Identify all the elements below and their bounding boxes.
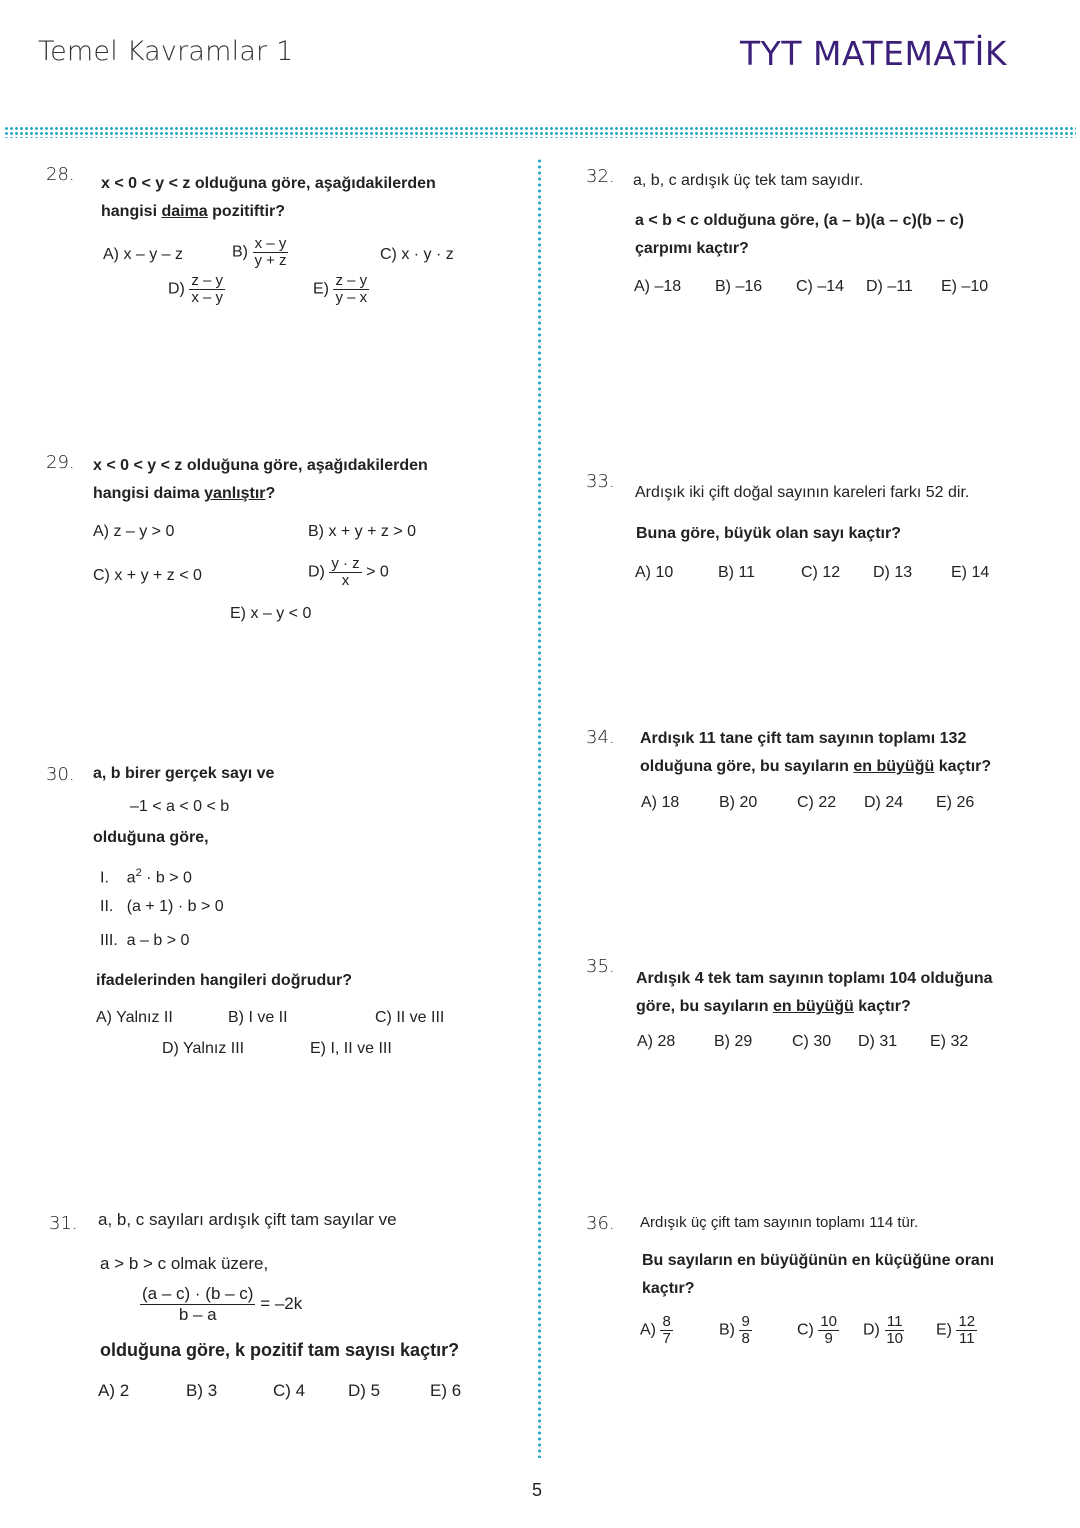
q34-number: 34. [586,727,615,748]
q30-number: 30. [46,764,75,785]
q34-line1: Ardışık 11 tane çift tam sayının toplamı 132 [640,730,967,747]
q35-option-a[interactable]: A) 28 [637,1033,676,1050]
q28-number: 28. [46,164,75,185]
q33-option-c[interactable]: C) 12 [801,564,841,581]
q35-option-d[interactable]: D) 31 [858,1033,898,1050]
q32-option-c[interactable]: C) –14 [796,278,845,295]
q30-condition: –1 < a < 0 < b [130,798,230,815]
column-divider [537,158,542,1458]
q31-line1: a, b, c sayıları ardışık çift tam sayılar ve [98,1210,397,1229]
q30-question: ifadelerinden hangileri doğrudur? [96,972,353,989]
q34-option-e[interactable]: E) 26 [936,794,975,811]
q30-option-a[interactable]: A) Yalnız II [96,1009,173,1026]
q36-option-c[interactable]: C) $\frac{10}{9}$ [797,1313,838,1347]
q31-option-b[interactable]: B) 3 [186,1381,218,1400]
q30-line1: a, b birer gerçek sayı ve [93,765,275,782]
q36-line2: Bu sayıların en büyüğünün en küçüğüne oranı [642,1252,995,1269]
q31-option-e[interactable]: E) 6 [430,1381,462,1400]
q28-option-b[interactable]: B) $\frac{x - y}{y + z}$ [232,235,287,269]
q35-line1: Ardışık 4 tek tam sayının toplamı 104 olduğuna [636,970,993,987]
q30-statement-3: III. a – b > 0 [100,932,190,949]
q28-option-c[interactable]: C) x · y · z [380,246,454,263]
q32-option-a[interactable]: A) –18 [634,278,682,295]
q29-option-e[interactable]: E) x – y < 0 [230,605,312,622]
q33-question: Buna göre, büyük olan sayı kaçtır? [636,525,901,542]
page-number: 5 [532,1480,543,1500]
q34-option-b[interactable]: B) 20 [719,794,758,811]
q33-option-d[interactable]: D) 13 [873,564,913,581]
q36-option-e[interactable]: E) $\frac{12}{11}$ [936,1313,976,1347]
q29-option-b[interactable]: B) x + y + z > 0 [308,523,417,540]
q33-option-e[interactable]: E) 14 [951,564,990,581]
q31-option-c[interactable]: C) 4 [273,1381,306,1400]
q29-option-a[interactable]: A) z – y > 0 [93,523,175,540]
q32-line2: a < b < c olduğuna göre, (a – b)(a – c)(b – c) [635,212,964,229]
q36-line3: kaçtır? [642,1280,695,1297]
q30-option-b[interactable]: B) I ve II [228,1009,288,1026]
q31-line2: a > b > c olmak üzere, [100,1254,269,1273]
q34-option-c[interactable]: C) 22 [797,794,837,811]
q36-line1: Ardışık üç çift tam sayının toplamı 114 tür. [640,1214,919,1231]
q33-line1: Ardışık iki çift doğal sayının kareleri farkı 52 dir. [635,484,970,501]
q31-option-d[interactable]: D) 5 [348,1381,381,1400]
q32-option-e[interactable]: E) –10 [941,278,989,295]
q29-number: 29. [46,452,75,473]
q32-number: 32. [586,166,615,187]
q36-option-d[interactable]: D) $\frac{11}{10}$ [863,1313,904,1347]
q34-option-d[interactable]: D) 24 [864,794,904,811]
q32-line1: a, b, c ardışık üç tek tam sayıdır. [633,172,864,189]
q35-option-c[interactable]: C) 30 [792,1033,832,1050]
q32-line3: çarpımı kaçtır? [635,240,749,257]
q35-option-b[interactable]: B) 29 [714,1033,753,1050]
q36-number: 36. [586,1213,615,1234]
q30-option-e[interactable]: E) I, II ve III [310,1040,392,1057]
q31-option-a[interactable]: A) 2 [98,1381,130,1400]
q34-line2: olduğuna göre, bu sayıların en büyüğü kaçtır? [640,758,992,775]
q29-line1: x < 0 < y < z olduğuna göre, aşağıdakilerden [93,457,428,474]
q30-option-c[interactable]: C) II ve III [375,1009,445,1026]
q35-option-e[interactable]: E) 32 [930,1033,969,1050]
q30-option-d[interactable]: D) Yalnız III [162,1040,245,1057]
header-title: Temel Kavramlar 1 [38,36,294,67]
q28-option-d[interactable]: D) $\frac{z - y}{x - y}$ [168,272,224,306]
q35-number: 35. [586,956,615,977]
q33-option-b[interactable]: B) 11 [718,564,756,581]
q30-line2: olduğuna göre, [93,829,209,846]
q31-question: olduğuna göre, k pozitif tam sayısı kaçtır? [100,1340,460,1360]
q33-number: 33. [586,471,615,492]
q36-option-b[interactable]: B) $\frac{9}{8}$ [719,1313,750,1347]
q30-statement-1: I. $a^2 \cdot b > 0$ [100,867,192,887]
q28-option-a[interactable]: A) x – y – z [103,246,184,263]
q28-line1: x < 0 < y < z olduğuna göre, aşağıdakilerden [101,175,436,192]
q29-option-c[interactable]: C) x + y + z < 0 [93,567,202,584]
q34-option-a[interactable]: A) 18 [641,794,680,811]
q35-line2: göre, bu sayıların en büyüğü kaçtır? [636,998,911,1015]
q29-line2: hangisi daima yanlıştır? [93,485,276,502]
q31-number: 31. [49,1213,78,1234]
q33-option-a[interactable]: A) 10 [635,564,674,581]
q28-option-e[interactable]: E) $\frac{z - y}{y - x}$ [313,272,368,306]
q32-option-d[interactable]: D) –11 [866,278,913,295]
q36-option-a[interactable]: A) $\frac{8}{7}$ [640,1313,671,1347]
q29-option-d[interactable]: D) $\frac{y \cdot z}{x}$ > 0 [308,555,389,589]
q28-line2: hangisi daima pozitiftir? [101,203,286,220]
q32-option-b[interactable]: B) –16 [715,278,763,295]
header-subject: TYT MATEMATİK [740,34,1007,73]
header-divider [4,126,1076,138]
q31-equation: $\frac{(a - c) \cdot (b - c)}{b - a}$ = –2k [142,1284,303,1324]
q30-statement-2: II. (a + 1) · b > 0 [100,898,224,915]
